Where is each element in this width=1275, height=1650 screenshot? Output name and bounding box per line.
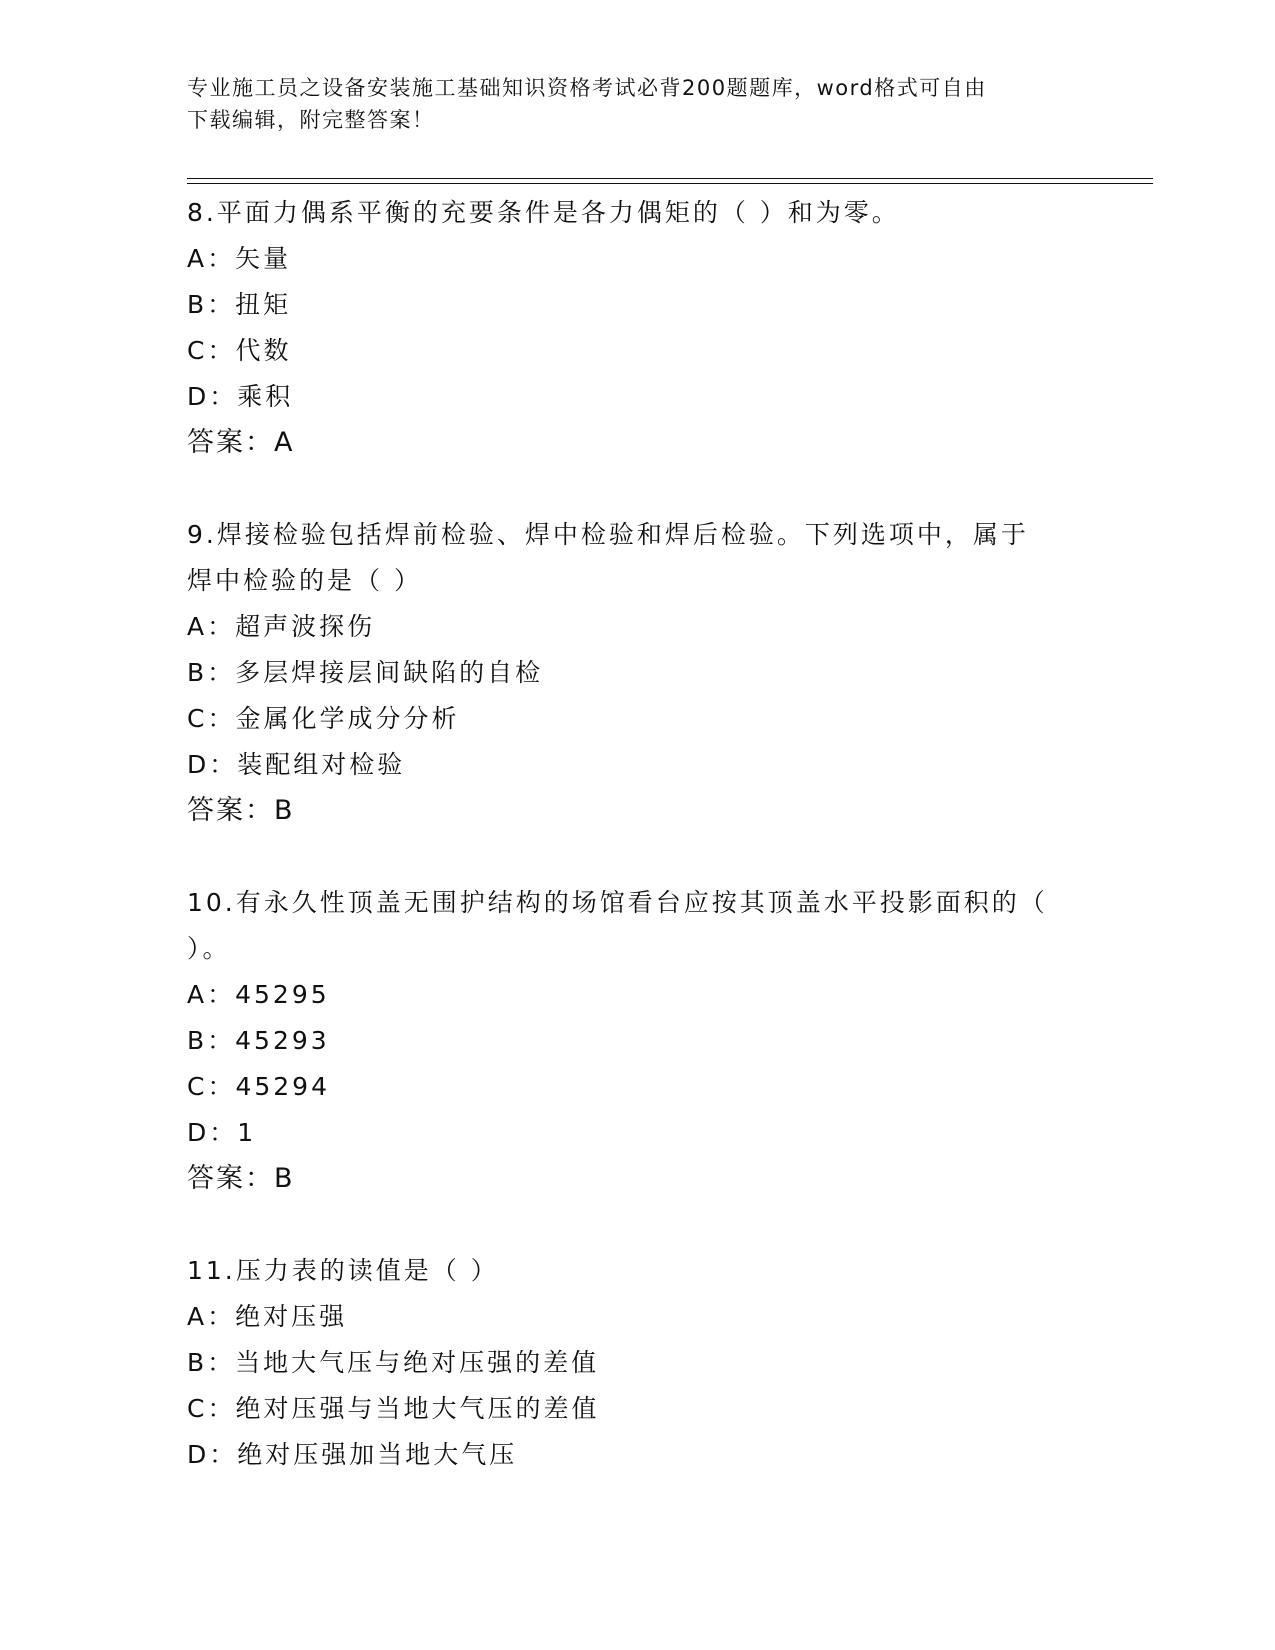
question-10-answer: 答案：B xyxy=(187,1163,295,1194)
question-11-option-a: A：绝对压强 xyxy=(187,1302,348,1331)
question-9-answer: 答案：B xyxy=(187,795,295,826)
question-gap xyxy=(187,466,1087,512)
question-10-option-b: B：45293 xyxy=(187,1026,330,1055)
question-9-text-line-2: 焊中检验的是（ ） xyxy=(187,566,422,595)
question-gap xyxy=(187,1202,1087,1248)
question-11-option-c: C：绝对压强与当地大气压的差值 xyxy=(187,1394,600,1423)
document-header xyxy=(187,72,1087,136)
question-10 xyxy=(187,880,1087,1202)
question-gap xyxy=(187,834,1087,880)
question-11-option-b: B：当地大气压与绝对压强的差值 xyxy=(187,1348,600,1377)
question-10-option-c: C：45294 xyxy=(187,1072,330,1101)
question-9-text-line-1: 9.焊接检验包括焊前检验、焊中检验和焊后检验。下列选项中，属于 xyxy=(187,520,1029,549)
question-8-answer: 答案：A xyxy=(187,427,295,458)
question-8 xyxy=(187,190,1087,466)
question-9-option-d: D：装配组对检验 xyxy=(187,750,406,779)
question-9-option-a: A：超声波探伤 xyxy=(187,612,376,641)
question-9 xyxy=(187,512,1087,834)
question-11-text: 11.压力表的读值是（ ） xyxy=(187,1256,499,1285)
header-line-1: 专业施工员之设备安装施工基础知识资格考试必背200题题库，word格式可自由 xyxy=(187,76,987,100)
header-rule-top xyxy=(187,178,1153,179)
header-rule-bottom xyxy=(187,183,1153,184)
question-8-option-d: D：乘积 xyxy=(187,382,294,411)
question-8-option-b: B：扭矩 xyxy=(187,290,292,319)
question-8-option-c: C：代数 xyxy=(187,336,292,365)
question-10-option-a: A：45295 xyxy=(187,980,330,1009)
question-11-option-d: D：绝对压强加当地大气压 xyxy=(187,1440,518,1469)
question-9-option-b: B：多层焊接层间缺陷的自检 xyxy=(187,658,544,687)
question-10-option-d: D：1 xyxy=(187,1118,257,1147)
question-8-text: 8.平面力偶系平衡的充要条件是各力偶矩的（ ）和为零。 xyxy=(187,198,900,227)
header-line-2: 下载编辑，附完整答案！ xyxy=(187,108,435,132)
question-8-option-a: A：矢量 xyxy=(187,244,292,273)
question-9-option-c: C：金属化学成分分析 xyxy=(187,704,460,733)
question-11 xyxy=(187,1248,1087,1478)
question-list xyxy=(187,190,1087,1478)
question-10-text-line-1: 10.有永久性顶盖无围护结构的场馆看台应按其顶盖水平投影面积的（ xyxy=(187,888,1048,917)
question-10-text-line-2: ）。 xyxy=(187,934,231,963)
